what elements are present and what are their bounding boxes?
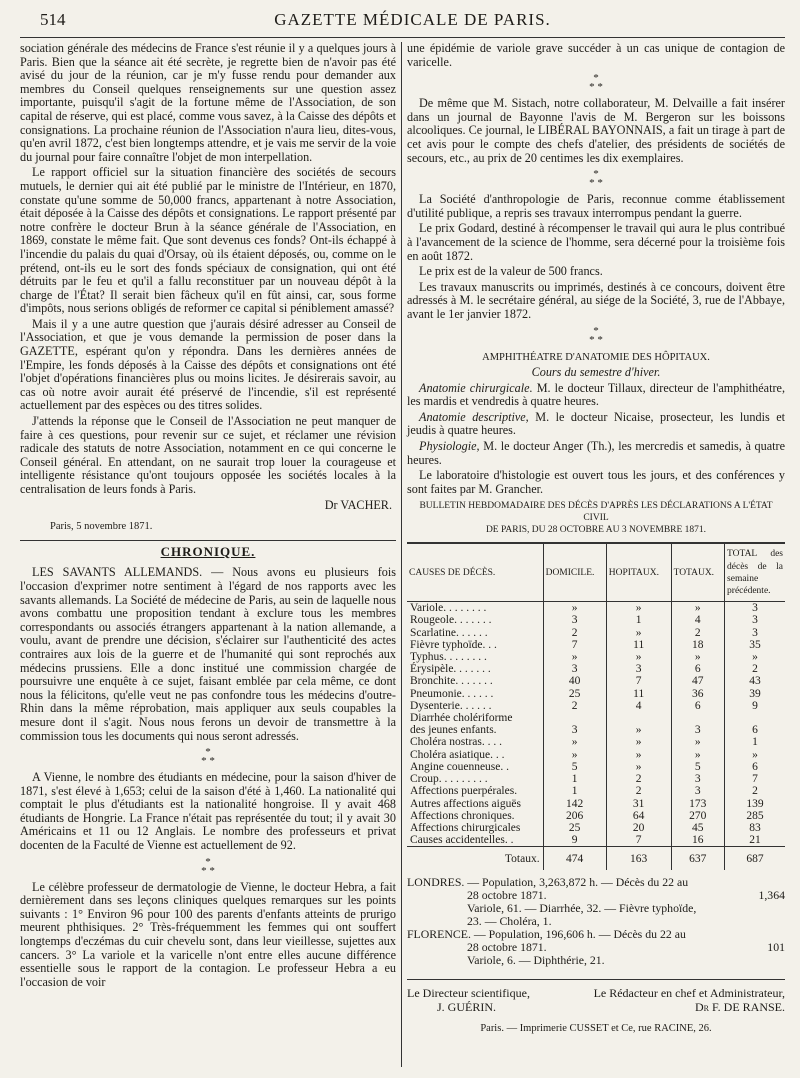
- table-row: [407, 798, 785, 810]
- asterism: * * *: [201, 746, 215, 768]
- table-row: [407, 773, 785, 785]
- count-cell: »: [543, 651, 606, 663]
- section-rule: [20, 540, 396, 541]
- count-cell: 3: [671, 773, 724, 785]
- course-entry: Anatomie chirurgicale. M. le docteur Tillaux, directeur de l'amphithéatre, les mardis et vendredis à quatre heures.: [407, 380, 785, 409]
- count-cell: »: [671, 602, 724, 615]
- count-cell: 36: [671, 688, 724, 700]
- count-cell: 2: [543, 627, 606, 639]
- total-cell: 163: [606, 847, 671, 870]
- count-cell: »: [543, 736, 606, 748]
- count-cell: 6: [725, 724, 785, 736]
- table-row: [407, 627, 785, 639]
- asterism: * * *: [201, 855, 215, 877]
- count-cell: 7: [606, 834, 671, 847]
- count-cell: »: [543, 749, 606, 761]
- amphitheatre-title: AMPHITHÉATRE D'ANATOMIE DES HÔPITAUX.: [482, 351, 710, 363]
- count-cell: [543, 712, 606, 724]
- london-line: 28 octobre 1871. 1,364: [467, 887, 785, 902]
- table-row: [407, 724, 785, 736]
- count-cell: 3: [543, 724, 606, 736]
- count-cell: »: [606, 627, 671, 639]
- cause-cell: Angine couenneuse. .: [410, 760, 509, 773]
- chronique-title: CHRONIQUE.: [160, 543, 256, 559]
- london-line: Variole, 61. — Diarrhée, 32. — Fièvre typhoïde,: [467, 900, 697, 915]
- count-cell: 270: [671, 810, 724, 822]
- count-cell: 35: [725, 639, 785, 651]
- count-cell: 11: [606, 688, 671, 700]
- count-cell: 3: [543, 663, 606, 675]
- course-entry: Physiologie, M. le docteur Anger (Th.), les mercredis et samedis, à quatre heures.: [407, 439, 785, 467]
- count-cell: 3: [606, 663, 671, 675]
- count-cell: 64: [606, 810, 671, 822]
- florence-line: 28 octobre 1871. 101: [467, 939, 785, 954]
- letter-paragraph: sociation générale des médecins de France s'est réunie il y a quelques jours à Paris. Bien que la séance ait été secrète, je regrette bien de n'avoir pas été avisé du jour de la réunion, car je m'y fusse rendu pour demander aux membres du Conseil quelques renseignements sur une question assez importante, puisqu'il s'agit de la fortune même de l'Association, de son capital de réserve, qui est placé, comme vous savez, à la Caisse des dépôts et consignations. La prochaine réunion de l'Association n'aura lieu, dites-vous, qu'en avril 1872, c'est bien longtemps attendre, et je vais me servir de la voie du journal pour faire connaître l'objet de mon interpellation.: [20, 41, 396, 164]
- deaths-table: [407, 542, 785, 869]
- count-cell: 39: [725, 688, 785, 700]
- count-cell: 7: [725, 773, 785, 785]
- letter-signature: Dr VACHER.: [324, 497, 392, 512]
- count-cell: 7: [543, 639, 606, 651]
- page-number: 514: [40, 10, 66, 29]
- table-row: [407, 651, 785, 663]
- count-cell: 6: [725, 761, 785, 773]
- letter-paragraph: Le rapport officiel sur la situation financière des sociétés de secours mutuels, le dernier qui ait été publié par le ministre de l'Intérieur, en 1870, constate qu'une somme de 50,000 francs, appartenant à notre Association, était déposée à la Caisse des dépôts et consignations. Le rapport présenté par notre confrère le docteur Brun à la séance générale de l'Association, en 1869, constate le même fait. Que sont devenus ces fonds? Ont-ils échappé à l'incendie du palais du quai d'Orsay, où ils étaient déposés, ou, comme on le prétend, ont-ils eu le sort des fonds spéciaux de consignation, qui ont été détruits par le feu et qu'il a fallu reconstituer par un nouveau dépôt à la charge de l'État? Il serait bien fâcheux qu'il en fût ainsi, car, sous forme d'impôts, nous serions obligés de reformer ce capital si péniblement amassé?: [20, 165, 396, 316]
- asterism: * * *: [589, 168, 603, 190]
- count-cell: »: [606, 651, 671, 663]
- letter-paragraph: J'attends la réponse que le Conseil de l'Association ne peut manquer de faire à ces questions, pour revenir sur ce sujet, et réclamer une révision radicale des statuts de notre Association, notamment en ce qui concerne le Conseil général. En attendant, on ne saurait trop louer la courageuse et intelligente résistance qu'ont toujours opposée les sociétés locales à la centralisation de leurs fonds à Paris.: [20, 414, 396, 496]
- totals-label: Totaux.: [407, 847, 543, 870]
- bulletin-heading: BULLETIN HEBDOMADAIRE DES DÉCÈS D'APRÈS LES DÉCLARATIONS A L'ÉTAT CIVIL DE PARIS, DU 28 OCTOBRE AU 3 NOVEMBRE 1871.: [419, 501, 773, 536]
- count-cell: 206: [543, 810, 606, 822]
- table-row: [407, 749, 785, 761]
- table-row: [407, 688, 785, 700]
- chronique-paragraph: LES SAVANTS ALLEMANDS. — Nous avons eu plusieurs fois l'occasion d'exprimer notre sentiment à l'égard de nos rapports avec les savants allemands. La Société de médecine de Paris, au sein de laquelle nous avons combattu une proposition tendant à exclure tous les membres correspondants ou associés étrangers appartenant à la nation allemande, a voulu, avant de prendre une décision, s'éclairer sur l'authenticité des actes contraires aux lois de la guerre et de l'humanité qui sont reprochés aux médecins prussiens. Elle a donc institué une commission chargée de poursuivre une enquête à ce sujet, faisant emblée par cela même, ce dont nous la félicitons, qu'elle veut ne pas confondre tous les médecins d'outre-Rhin dans la même réprobation, mais appliquer aux seuls coupables la mesure dont il s'agit. Nous nous ferons un devoir de transmettre à la commission tous les documents qui nous seront adressés.: [20, 565, 396, 743]
- right-column: [407, 42, 785, 1035]
- count-cell: [671, 712, 724, 724]
- table-row: [407, 639, 785, 651]
- count-cell: 9: [725, 700, 785, 712]
- count-cell: 25: [543, 688, 606, 700]
- count-cell: 2: [671, 627, 724, 639]
- cause-cell: Bronchite. . . . . . .: [410, 675, 493, 688]
- cause-cell: Diarrhée cholériforme: [410, 712, 513, 725]
- count-cell: 1: [606, 614, 671, 626]
- count-cell: 1: [543, 785, 606, 797]
- credits: [407, 979, 785, 1014]
- cause-cell: Croup. . . . . . . . .: [410, 773, 488, 786]
- count-cell: 5: [543, 761, 606, 773]
- col-header-totaux: TOTAUX.: [671, 543, 724, 601]
- count-cell: 285: [725, 810, 785, 822]
- deaths-table-header: [407, 543, 785, 601]
- cause-cell: Pneumonie. . . . . .: [410, 687, 494, 700]
- cause-cell: Fièvre typhoïde. . .: [410, 638, 497, 651]
- count-cell: »: [671, 749, 724, 761]
- news-paragraph: une épidémie de variole grave succéder à un cas unique de contagion de varicelle.: [407, 41, 785, 69]
- deaths-table-body: [407, 602, 785, 870]
- count-cell: 173: [671, 798, 724, 810]
- count-cell: [725, 712, 785, 724]
- col-header-previous-week: TOTAL des décès de la semaine précédente.: [725, 543, 785, 601]
- cause-cell: Scarlatine. . . . . .: [410, 626, 488, 639]
- count-cell: 2: [725, 785, 785, 797]
- chronique-paragraph: Le célèbre professeur de dermatologie de Vienne, le docteur Hebra, a fait dernièrement dans ses leçons cliniques quelques remarques sur les points suivants : 1° Environ 96 pour 100 des parents d'enfants atteints de prurigo meurent phthisiques. 2° Très-fréquemment les femmes qui ont souffert longtemps d'eczémas du cuir chevelu sont, dans leur vieillesse, sujettes aux cancers. 3° La variole et la varicelle n'ont entre elles aucune différence essentielle sous le rapport de la contagion. Le professeur Hebra a eu l'occasion de voir: [20, 879, 396, 989]
- count-cell: 7: [606, 675, 671, 687]
- count-cell: 11: [606, 639, 671, 651]
- count-cell: 3: [725, 614, 785, 626]
- news-paragraph: La Société d'anthropologie de Paris, reconnue comme établissement d'utilité publique, a repris ses travaux interrompus pendant la guerre.: [407, 192, 785, 220]
- count-cell: 3: [671, 785, 724, 797]
- count-cell: »: [606, 724, 671, 736]
- florence-line: FLORENCE. — Population, 196,606 h. — Décès du 22 au: [407, 926, 686, 941]
- asterism: * * *: [589, 72, 603, 94]
- chronique-paragraph: A Vienne, le nombre des étudiants en médecine, pour la saison d'hiver de 1871, s'est élevé à 1,653; celui de la saison d'été à 1,460. La nationalité qui comptait le plus d'étudiants est la nationalité hongroise. Il y avait 468 étudiants de Hongrie. La France n'était pas représentée du tout; il y avait 30 Américains et 11 ou 12 Anglais. Le nombre des professeurs et privat docenten de la Faculté de Vienne est actuellement de 92.: [20, 770, 396, 853]
- cause-cell: Affections puerpérales.: [410, 785, 518, 798]
- population-notes: [407, 876, 785, 967]
- count-cell: 5: [671, 761, 724, 773]
- count-cell: 47: [671, 675, 724, 687]
- count-cell: 18: [671, 639, 724, 651]
- count-cell: 139: [725, 798, 785, 810]
- florence-total: 101: [767, 939, 785, 954]
- count-cell: »: [725, 651, 785, 663]
- table-row: [407, 700, 785, 712]
- count-cell: 3: [725, 602, 785, 615]
- col-header-domicile: DOMICILE.: [543, 543, 606, 601]
- course-entry: Anatomie descriptive, M. le docteur Nicaise, prosecteur, les lundis et jeudis à quatre heures.: [407, 409, 785, 438]
- count-cell: 4: [671, 614, 724, 626]
- count-cell: 3: [671, 724, 724, 736]
- count-cell: 25: [543, 822, 606, 834]
- director-credit: Le Directeur scientifique, J. GUÉRIN.: [407, 985, 530, 1014]
- printer-imprint: Paris. — Imprimerie CUSSET et Ce, rue RACINE, 26.: [480, 1022, 712, 1034]
- count-cell: 43: [725, 675, 785, 687]
- count-cell: 3: [543, 614, 606, 626]
- table-row: [407, 810, 785, 822]
- count-cell: 21: [725, 834, 785, 847]
- count-cell: »: [543, 602, 606, 615]
- course-entry: Le laboratoire d'histologie est ouvert tous les jours, et des conférences y sont faites par M. Grancher.: [407, 468, 785, 496]
- cause-cell: Dysenterie. . . . . .: [410, 699, 492, 712]
- table-row: [407, 834, 785, 847]
- cause-cell: Causes accidentelles. .: [410, 834, 514, 847]
- cause-cell: Autres affections aiguës: [410, 797, 521, 810]
- col-header-causes: CAUSES DE DÉCÈS.: [407, 543, 543, 601]
- count-cell: 1: [543, 773, 606, 785]
- count-cell: »: [725, 749, 785, 761]
- news-paragraph: Le prix est de la valeur de 500 francs.: [419, 264, 603, 279]
- table-row: [407, 736, 785, 748]
- count-cell: 2: [725, 663, 785, 675]
- count-cell: 1: [725, 736, 785, 748]
- count-cell: »: [671, 736, 724, 748]
- table-row: [407, 761, 785, 773]
- count-cell: 4: [606, 700, 671, 712]
- cause-cell: Choléra nostras. . . .: [410, 736, 502, 749]
- count-cell: »: [671, 651, 724, 663]
- header-rule: [20, 37, 785, 38]
- count-cell: 142: [543, 798, 606, 810]
- count-cell: »: [606, 761, 671, 773]
- count-cell: 40: [543, 675, 606, 687]
- london-total: 1,364: [758, 887, 785, 902]
- left-column: [20, 42, 396, 991]
- asterism: * * *: [589, 324, 603, 346]
- table-row: [407, 785, 785, 797]
- cause-cell: Affections chroniques.: [410, 809, 515, 822]
- news-paragraph: De même que M. Sistach, notre collaborateur, M. Delvaille a fait insérer dans un journal de Bayonne l'avis de M. Bergeron sur les boissons alcooliques. Ce journal, le LIBÉRAL BAYONNAIS, a fait un tirage à part de cet avis pour le compte des chefs d'atelier, des présidents de sociétés de secours, etc., au prix de 20 centimes les dix exemplaires.: [407, 96, 785, 165]
- column-divider: [401, 42, 402, 1067]
- cause-cell: Rougeole. . . . . . .: [410, 614, 492, 627]
- letter-paragraph: Mais il y a une autre question que j'aurais désiré adresser au Conseil de l'Association, et que je vous demande la permission de poser dans la GAZETTE, espérant qu'on y répondra. Dans les dernières années de l'Empire, les fonds déposés à la Caisse des dépôts et consignations ont été l'objet d'opérations financières plus ou moins licites. Je désirerais savoir, au cas où notre avoir aurait été préservé de l'incendie, s'il est représenté actuellement par des espèces ou des titres solides.: [20, 316, 396, 413]
- count-cell: 83: [725, 822, 785, 834]
- table-row: [407, 712, 785, 724]
- total-cell: 637: [671, 847, 724, 870]
- count-cell: 16: [671, 834, 724, 847]
- news-paragraph: Le prix Godard, destiné à récompenser le travail qui aura le plus contribué à l'avancement de la science de l'homme, sera décerné pour la troisième fois en août 1872.: [407, 221, 785, 263]
- count-cell: »: [606, 736, 671, 748]
- count-cell: 2: [606, 773, 671, 785]
- count-cell: 2: [543, 700, 606, 712]
- table-row: [407, 663, 785, 675]
- london-line: 23. — Choléra, 1.: [467, 913, 552, 928]
- chronique-lead: LES SAVANTS ALLEMANDS.: [32, 565, 203, 580]
- table-row: [407, 614, 785, 626]
- count-cell: 3: [725, 627, 785, 639]
- cause-cell: des jeunes enfants.: [410, 724, 497, 737]
- cause-cell: Choléra asiatique. . .: [410, 748, 505, 761]
- page-header: [40, 10, 785, 34]
- count-cell: 9: [543, 834, 606, 847]
- amphitheatre-subtitle: Cours du semestre d'hiver.: [531, 365, 661, 380]
- count-cell: [606, 712, 671, 724]
- florence-line: Variole, 6. — Diphthérie, 21.: [467, 952, 605, 967]
- col-header-hopitaux: HOPITAUX.: [606, 543, 671, 601]
- london-line: LONDRES. — Population, 3,263,872 h. — Décès du 22 au: [407, 874, 689, 889]
- news-paragraph: Les travaux manuscrits ou imprimés, destinés à ce concours, doivent être adressés à M. le secrétaire général, au siége de la Société, 3, rue de l'Abbaye, avant le 1er janvier 1872.: [407, 279, 785, 321]
- totals-row: [407, 847, 785, 870]
- count-cell: 6: [671, 700, 724, 712]
- count-cell: 31: [606, 798, 671, 810]
- running-title: GAZETTE MÉDICALE DE PARIS.: [274, 10, 551, 29]
- total-cell: 687: [725, 847, 785, 870]
- count-cell: 2: [606, 785, 671, 797]
- count-cell: 6: [671, 663, 724, 675]
- count-cell: 45: [671, 822, 724, 834]
- letter-dateline: Paris, 5 novembre 1871.: [50, 521, 153, 533]
- cause-cell: Affections chirurgicales: [410, 821, 521, 834]
- count-cell: »: [606, 602, 671, 615]
- count-cell: »: [606, 749, 671, 761]
- table-row: [407, 822, 785, 834]
- cause-cell: Érysipèle. . . . . . .: [410, 663, 491, 676]
- cause-cell: Typhus. . . . . . . .: [410, 651, 487, 664]
- table-row: [407, 602, 785, 615]
- count-cell: 20: [606, 822, 671, 834]
- table-row: [407, 675, 785, 687]
- total-cell: 474: [543, 847, 606, 870]
- editor-credit: Le Rédacteur en chef et Administrateur, Dr F. DE RANSE.: [593, 985, 785, 1014]
- cause-cell: Variole. . . . . . . .: [410, 602, 487, 615]
